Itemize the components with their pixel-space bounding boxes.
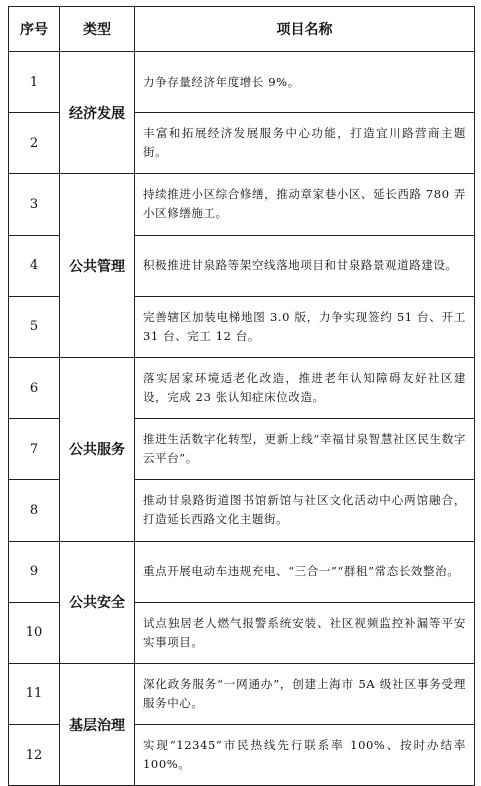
row-number: 9	[9, 541, 60, 602]
row-number: 8	[9, 480, 60, 541]
row-number: 3	[9, 174, 60, 235]
header-type: 类型	[60, 7, 135, 52]
row-number: 2	[9, 113, 60, 174]
project-name: 落实居家环境适老化改造，推进老年认知障碍友好社区建设，完成 23 张认知症床位改造。	[135, 357, 475, 418]
category-economy: 经济发展	[60, 52, 135, 174]
row-number: 4	[9, 235, 60, 296]
header-row	[9, 7, 475, 52]
table-row	[9, 174, 475, 235]
table-body	[9, 52, 475, 786]
table-row	[9, 663, 475, 724]
table-row	[9, 52, 475, 113]
row-number: 6	[9, 357, 60, 418]
header-name: 项目名称	[135, 7, 475, 52]
row-number: 11	[9, 663, 60, 724]
header-no: 序号	[9, 7, 60, 52]
category-public-service: 公共服务	[60, 357, 135, 541]
project-name: 试点独居老人燃气报警系统安装、社区视频监控补漏等平安实事项目。	[135, 602, 475, 663]
row-number: 7	[9, 419, 60, 480]
table-header	[9, 7, 475, 52]
category-public-management: 公共管理	[60, 174, 135, 358]
row-number: 1	[9, 52, 60, 113]
project-name: 力争存量经济年度增长 9%。	[135, 52, 475, 113]
project-name: 推进生活数字化转型，更新上线“幸福甘泉智慧社区民生数字云平台”。	[135, 419, 475, 480]
project-name: 积极推进甘泉路等架空线落地项目和甘泉路景观道路建设。	[135, 235, 475, 296]
project-name: 实现“12345”市民热线先行联系率 100%、按时办结率 100%。	[135, 725, 475, 786]
table-row	[9, 357, 475, 418]
row-number: 10	[9, 602, 60, 663]
project-name: 推动甘泉路街道图书馆新馆与社区文化活动中心两馆融合，打造延长西路文化主题街。	[135, 480, 475, 541]
category-grassroots-governance: 基层治理	[60, 663, 135, 785]
project-name: 完善辖区加装电梯地图 3.0 版，力争实现签约 51 台、开工 31 台、完工 12 台。	[135, 296, 475, 357]
project-name: 持续推进小区综合修缮，推动章家巷小区、延长西路 780 弄小区修缮施工。	[135, 174, 475, 235]
table-row	[9, 541, 475, 602]
project-name: 重点开展电动车违规充电、“三合一”“群租”常态长效整治。	[135, 541, 475, 602]
category-public-safety: 公共安全	[60, 541, 135, 663]
project-name: 深化政务服务“一网通办”，创建上海市 5A 级社区事务受理服务中心。	[135, 663, 475, 724]
project-name: 丰富和拓展经济发展服务中心功能，打造宜川路营商主题街。	[135, 113, 475, 174]
row-number: 12	[9, 725, 60, 786]
project-table	[8, 6, 475, 786]
row-number: 5	[9, 296, 60, 357]
